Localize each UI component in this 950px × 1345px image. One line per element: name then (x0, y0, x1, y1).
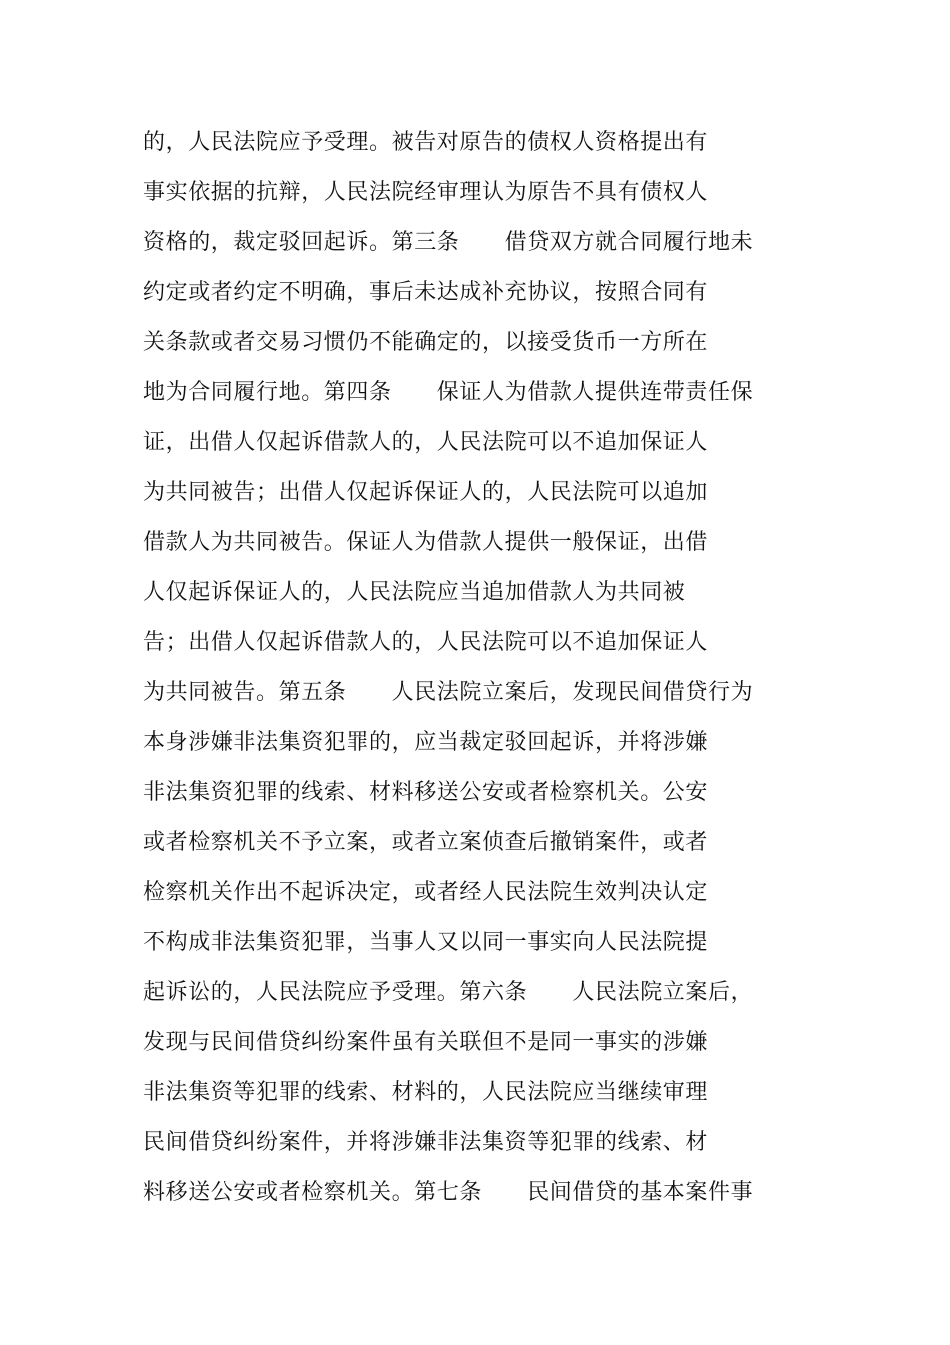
text-line: 为共同被告。第五条 人民法院立案后，发现民间借贷行为 (143, 680, 754, 705)
text-line: 本身涉嫌非法集资犯罪的，应当裁定驳回起诉，并将涉嫌 (143, 730, 709, 755)
body-text (143, 118, 823, 1218)
text-line: 为共同被告；出借人仅起诉保证人的，人民法院可以追加 (143, 480, 709, 505)
text-line: 证，出借人仅起诉借款人的，人民法院可以不追加保证人 (143, 430, 709, 455)
text-line: 不构成非法集资犯罪，当事人又以同一事实向人民法院提 (143, 930, 709, 955)
text-line: 借款人为共同被告。保证人为借款人提供一般保证，出借 (143, 530, 709, 555)
text-line: 地为合同履行地。第四条 保证人为借款人提供连带责任保 (143, 380, 754, 405)
text-line: 约定或者约定不明确，事后未达成补充协议，按照合同有 (143, 280, 709, 305)
text-line: 告；出借人仅起诉借款人的，人民法院可以不追加保证人 (143, 630, 709, 655)
text-line: 关条款或者交易习惯仍不能确定的，以接受货币一方所在 (143, 330, 709, 355)
text-line: 或者检察机关不予立案，或者立案侦查后撤销案件，或者 (143, 830, 709, 855)
text-line: 起诉讼的，人民法院应予受理。第六条 人民法院立案后， (143, 980, 754, 1005)
text-line: 资格的，裁定驳回起诉。第三条 借贷双方就合同履行地未 (143, 230, 754, 255)
text-line: 检察机关作出不起诉决定，或者经人民法院生效判决认定 (143, 880, 709, 905)
text-line: 料移送公安或者检察机关。第七条 民间借贷的基本案件事 (143, 1180, 754, 1205)
text-line: 人仅起诉保证人的，人民法院应当追加借款人为共同被 (143, 580, 686, 605)
text-line: 非法集资等犯罪的线索、材料的，人民法院应当继续审理 (143, 1080, 709, 1105)
text-line: 的，人民法院应予受理。被告对原告的债权人资格提出有 (143, 130, 709, 155)
text-line: 事实依据的抗辩，人民法院经审理认为原告不具有债权人 (143, 180, 709, 205)
text-line: 发现与民间借贷纠纷案件虽有关联但不是同一事实的涉嫌 (143, 1030, 709, 1055)
text-line: 非法集资犯罪的线索、材料移送公安或者检察机关。公安 (143, 780, 709, 805)
text-line: 民间借贷纠纷案件，并将涉嫌非法集资等犯罪的线索、材 (143, 1130, 709, 1155)
